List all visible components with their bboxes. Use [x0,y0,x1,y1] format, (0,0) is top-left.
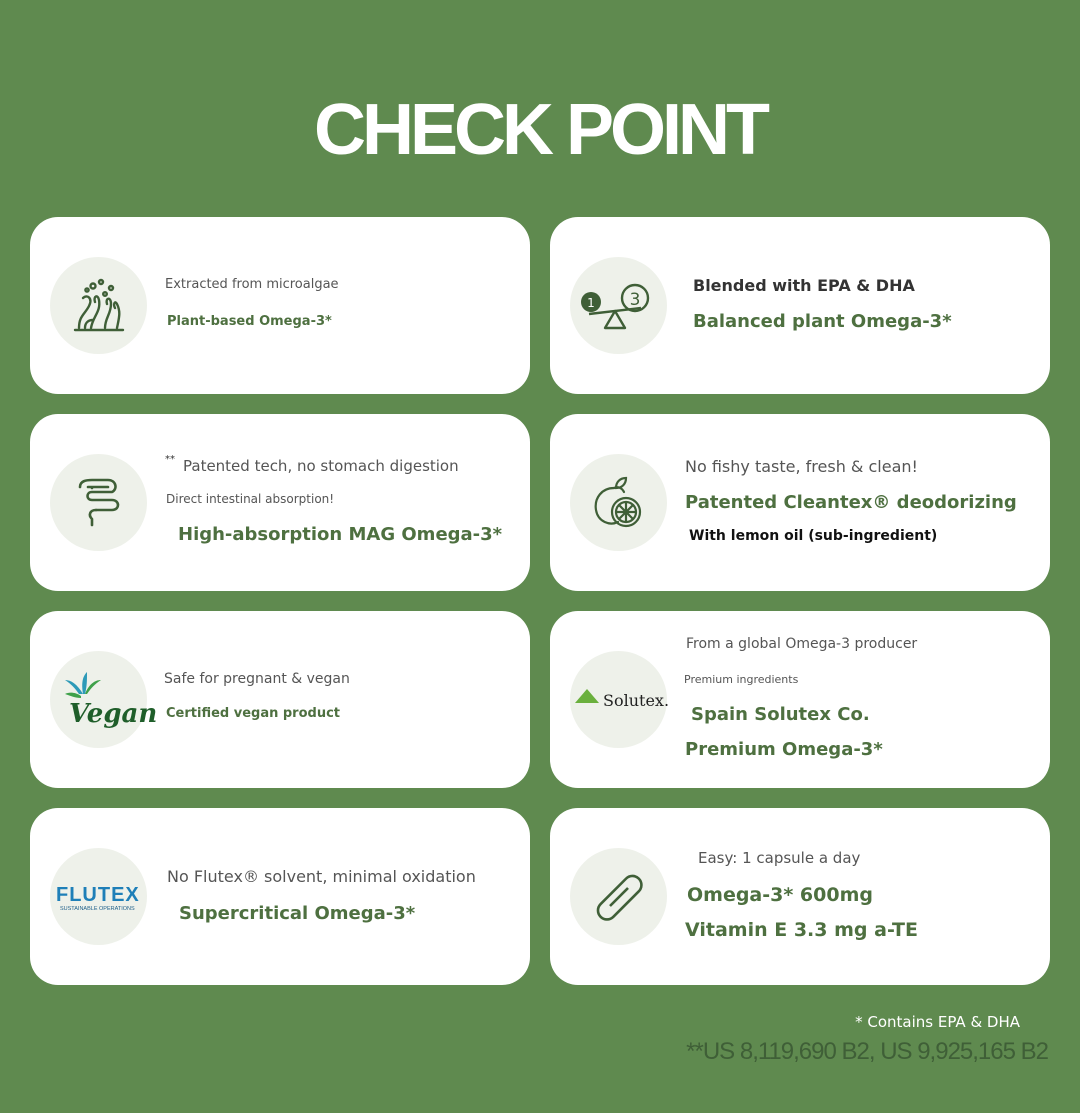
card1-line2: Plant-based Omega-3* [167,314,332,329]
card-supercritical [30,808,530,985]
scale-right-number: 3 [629,289,640,310]
card6-line4: Premium Omega-3* [685,739,883,760]
vegan-logo-text: Vegan [68,698,157,729]
card5-line2: Certified vegan product [166,706,341,721]
card-vegan [30,611,530,788]
card4-line3: With lemon oil (sub-ingredient) [689,528,938,544]
patent-mark: ** [165,454,175,465]
card-deodorizing [550,414,1050,591]
card-plant-based [30,217,530,394]
capsule-icon [570,848,667,945]
card7-line1: No Flutex® solvent, minimal oxidation [167,867,476,886]
footnote-patents: **US 8,119,690 B2, US 9,925,165 B2 [686,1038,1048,1065]
card6-line3: Spain Solutex Co. [691,704,870,725]
card4-line1: No fishy taste, fresh & clean! [685,457,918,476]
card3-line1: Patented tech, no stomach digestion [183,457,459,475]
scale-left-number: 1 [586,295,595,310]
flutex-logo-text: FLUTEX [55,883,140,906]
seaweed-icon [50,257,147,354]
card-solutex [550,611,1050,788]
card8-line1: Easy: 1 capsule a day [698,849,861,867]
card2-line1: Blended with EPA & DHA [693,276,915,295]
card3-line3: High-absorption MAG Omega-3* [178,524,503,545]
card-absorption [30,414,530,591]
footnote-epa-dha: * Contains EPA & DHA [855,1013,1020,1031]
solutex-logo-text: Solutex. [602,690,669,710]
card6-line1: From a global Omega-3 producer [686,636,918,652]
intestine-icon [50,454,147,551]
page-title: CHECK POINT [313,90,767,170]
card2-line2: Balanced plant Omega-3* [693,311,952,332]
card7-line2: Supercritical Omega-3* [179,903,416,924]
vegan-logo [50,651,157,748]
lemon-icon [570,454,667,551]
card4-line2: Patented Cleantex® deodorizing [685,492,1017,513]
card1-line1: Extracted from microalgae [165,277,339,292]
card6-line2: Premium ingredients [684,673,799,686]
flutex-logo [50,848,147,945]
card-balanced [550,217,1050,394]
card3-line2: Direct intestinal absorption! [166,492,335,506]
flutex-logo-sub: SUSTAINABLE OPERATIONS [59,905,135,912]
card8-line2: Omega-3* 600mg [687,884,873,906]
card5-line1: Safe for pregnant & vegan [164,671,350,687]
card8-line3: Vitamin E 3.3 mg a-TE [685,919,918,941]
card-dosage [550,808,1050,985]
balance-scale-icon [570,257,667,354]
solutex-logo [570,651,667,748]
